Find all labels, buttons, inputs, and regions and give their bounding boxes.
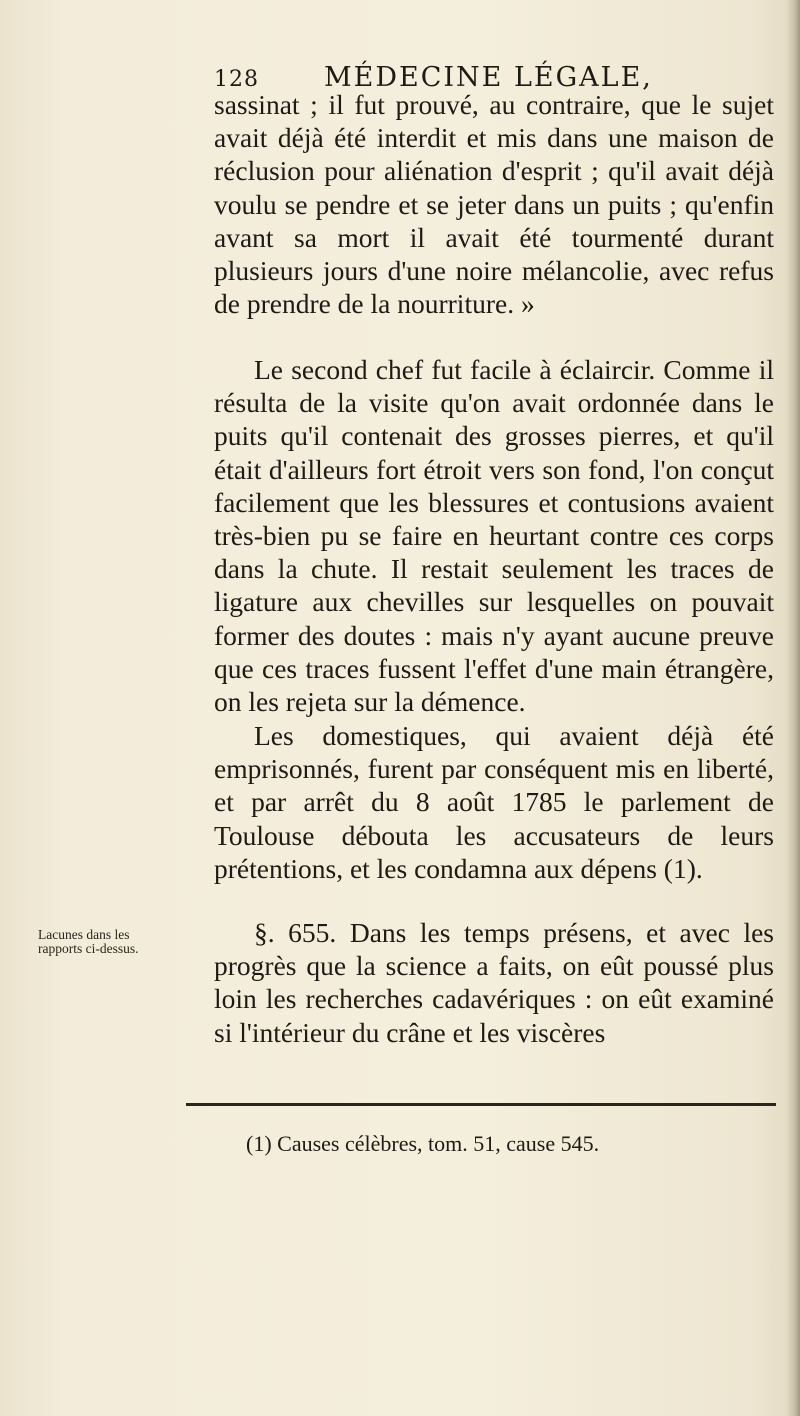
footnote: (1) Causes célèbres, tom. 51, cause 545. <box>246 1131 600 1156</box>
paragraph-1: sassinat ; il fut prouvé, au contraire, que le sujet avait déjà été interdit et mis dans une maison de réclusion pour aliénation d'esprit ; qu'il avait déjà voulu se pendre et se jeter dans un puits ; qu'enfin avant sa mort il avait été tourmenté durant plusieurs jours d'une noire mélancolie, avec refus de prendre de la nourriture. » <box>214 89 774 320</box>
running-title: MÉDECINE LÉGALE, <box>324 62 653 93</box>
margin-note: Lacunes dans les rapports ci-dessus. <box>38 927 139 956</box>
page-number: 128 <box>214 67 259 92</box>
paragraph-block-2 <box>214 353 774 718</box>
paragraph-continued <box>214 88 774 320</box>
footnote-rule <box>186 1103 776 1106</box>
paragraph-2: Le second chef fut facile à éclaircir. Comme il résulta de la visite qu'on avait ordonnée dans le puits qu'il contenait des grosses pierres, et qu'il était d'ailleurs fort étroit vers son fond, l'on conçut facilement que les blessures et contusions avaient très-bien pu se faire en heurtant contre ces corps dans la chute. Il restait seulement les traces de ligature aux chevilles sur lesquelles on pouvait former des doutes : mais n'y ayant aucune preuve que ces traces fussent l'effet d'une main étrangère, on les rejeta sur la démence. <box>214 354 774 718</box>
paragraph-block-3 <box>214 719 774 885</box>
paragraph-block-4 <box>214 916 774 1049</box>
paragraph-3: Les domestiques, qui avaient déjà été emprisonnés, furent par conséquent mis en liberté, et par arrêt du 8 août 1785 le parlement de Toulouse débouta les accusateurs de leurs prétentions, et les condamna aux dépens (1). <box>214 720 774 884</box>
paragraph-4-section-655: §. 655. Dans les temps présens, et avec les progrès que la science a faits, on eût poussé plus loin les recherches cadavériques : on eût examiné si l'intérieur du crâne et les viscères <box>214 917 774 1048</box>
page-edge-shadow <box>786 0 800 1416</box>
